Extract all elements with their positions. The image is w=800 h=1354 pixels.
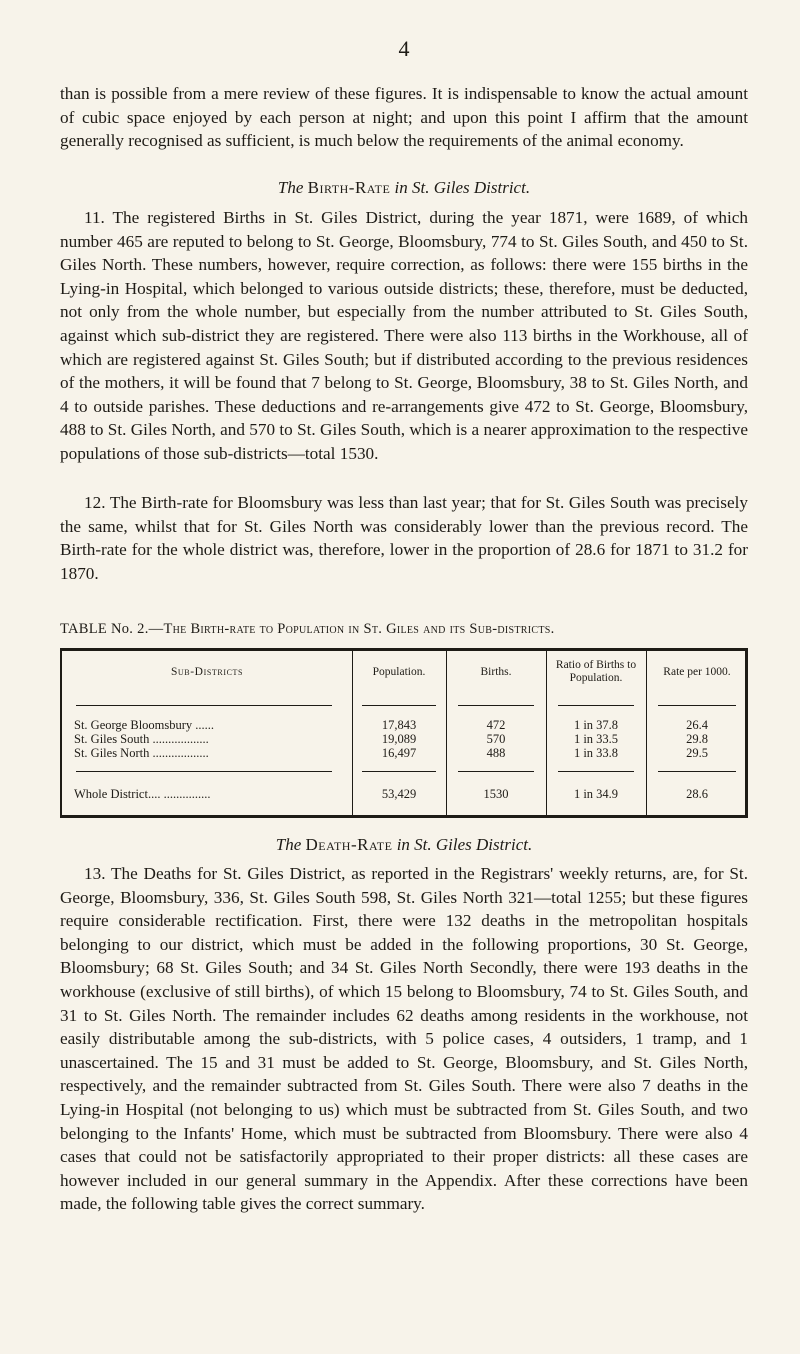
- paragraph-12: 12. The Birth-rate for Bloomsbury was less than last year; that for St. Giles South was precisely the same, whilst that for St. Giles North was considerably lower than the previous record. The Birth-rate for the whole district was, therefore, lower in the proportion of 28.6 for 1871 to 31.2 for 1870.: [60, 493, 748, 583]
- death-heading-main: Death-Rate: [305, 835, 393, 854]
- total-population: 53,429: [381, 787, 417, 801]
- header-rule: [362, 705, 436, 706]
- header-population: Population.: [372, 666, 426, 678]
- paragraph-13: 13. The Deaths for St. Giles District, as reported in the Registrars' weekly returns, are, for St. George, Bloomsbury, 336, St. Giles South 598, St. Giles North 321—total 1255; but these figures require considerable rectification. First, there were 132 deaths in the metropolitan hospitals belonging to our district, which must be added in the following proportions, 30 St. George, Bloomsbury; 68 St. Giles South; and 34 St. Giles North Secondly, there were 193 deaths in the workhouse (exclusive of still births), of which 15 belong to Bloomsbury, 74 to St. Giles South, and 31 to St. Giles North. The remainder includes 62 deaths among residents in the workhouse, not easily distributable among the sub-districts, with 5 police cases, 4 outsiders, 1 tramp, and 1 unascertained. The 15 and 31 must be added to St. George, Bloomsbury, and St. Giles North, respectively, and the remainder subtracted from St. Giles South. There were also 7 deaths in the Lying-in Hospital (not belonging to us) which must be subtracted from St. Giles South, and two belonging to the Infants' Home, which must be subtracted from Bloomsbury. There were also 4 cases that could not be satisfactorily appropriated to their proper districts: all these cases are however included in our general summary in the Appendix. After these corrections have been made, the following table gives the correct summary.: [60, 864, 748, 1214]
- row-name: St. Giles South ..................: [74, 732, 209, 746]
- row-name: St. Giles North ..................: [74, 746, 209, 760]
- birth-rate-table: [60, 648, 748, 818]
- total-births: 1530: [483, 787, 509, 801]
- row-ratio: 1 in 33.5: [573, 732, 619, 746]
- death-heading-suffix: in St. Giles District.: [396, 835, 533, 854]
- row-population: 16,497: [381, 746, 417, 760]
- row-ratio: 1 in 37.8: [573, 718, 619, 732]
- birth-rate-heading: [60, 178, 748, 198]
- header-subdistricts: Sub-Districts: [170, 666, 244, 678]
- header-ratio: Ratio of Births to Population.: [555, 659, 637, 684]
- total-rule: [76, 771, 332, 772]
- header-births: Births.: [480, 666, 512, 678]
- intro-paragraph: than is possible from a mere review of these figures. It is indispensable to know the actual amount of cubic space enjoyed by each person at night; and upon this point I affirm that the amount generally recognised as sufficient, is much below the requirements of the animal economy.: [60, 84, 748, 151]
- total-rule: [458, 771, 534, 772]
- header-rule: [658, 705, 736, 706]
- row-ratio: 1 in 33.8: [573, 746, 619, 760]
- header-rule: [458, 705, 534, 706]
- header-rate: Rate per 1000.: [663, 666, 731, 678]
- row-population: 19,089: [381, 732, 417, 746]
- birth-heading-main: Birth-Rate: [307, 178, 391, 197]
- table-title-prefix: TABLE No. 2.—: [60, 621, 164, 637]
- total-rule: [362, 771, 436, 772]
- total-rule: [658, 771, 736, 772]
- header-rule: [558, 705, 634, 706]
- row-births: 488: [486, 746, 506, 760]
- row-births: 570: [486, 732, 506, 746]
- paragraph-11: 11. The registered Births in St. Giles District, during the year 1871, were 1689, of which number 465 are reputed to belong to St. George, Bloomsbury, 774 to St. Giles South, and 450 to St. Giles North. These numbers, however, require correction, as follows: there were 155 births in the Lying-in Hospital, which belonged to various outside districts; these, therefore, must be deducted, not only from the whole number, but especially from the number attributed to St. Giles South, against which sub-district they are registered. There were also 113 births in the Workhouse, all of which are registered against St. Giles South; but if distributed according to the previous residences of the mothers, it will be found that 7 belong to St. George, Bloomsbury, 38 to St. Giles North, and 4 to outside parishes. These deductions and re-arrangements give 472 to St. George, Bloomsbury, 488 to St. Giles North, and 570 to St. Giles South, which is a nearer approximation to the respective populations of those sub-districts—total 1530.: [60, 208, 748, 463]
- death-heading-prefix: The: [275, 835, 302, 854]
- row-population: 17,843: [381, 718, 417, 732]
- row-rate: 29.8: [686, 732, 708, 746]
- total-rate: 28.6: [686, 787, 708, 801]
- birth-heading-suffix: in St. Giles District.: [394, 178, 531, 197]
- table-title-main: The Birth-rate to Population in St. Giles and its Sub-districts.: [163, 621, 555, 637]
- total-ratio: 1 in 34.9: [573, 787, 619, 801]
- row-name: St. George Bloomsbury ......: [74, 718, 215, 732]
- table-title: [60, 621, 760, 638]
- row-rate: 29.5: [686, 746, 708, 760]
- death-rate-heading: [60, 835, 748, 855]
- page-number: 4: [398, 36, 410, 61]
- row-rate: 26.4: [686, 718, 708, 732]
- total-name: Whole District.... ...............: [74, 787, 211, 801]
- row-births: 472: [486, 718, 506, 732]
- header-rule: [76, 705, 332, 706]
- birth-heading-prefix: The: [277, 178, 304, 197]
- total-rule: [558, 771, 634, 772]
